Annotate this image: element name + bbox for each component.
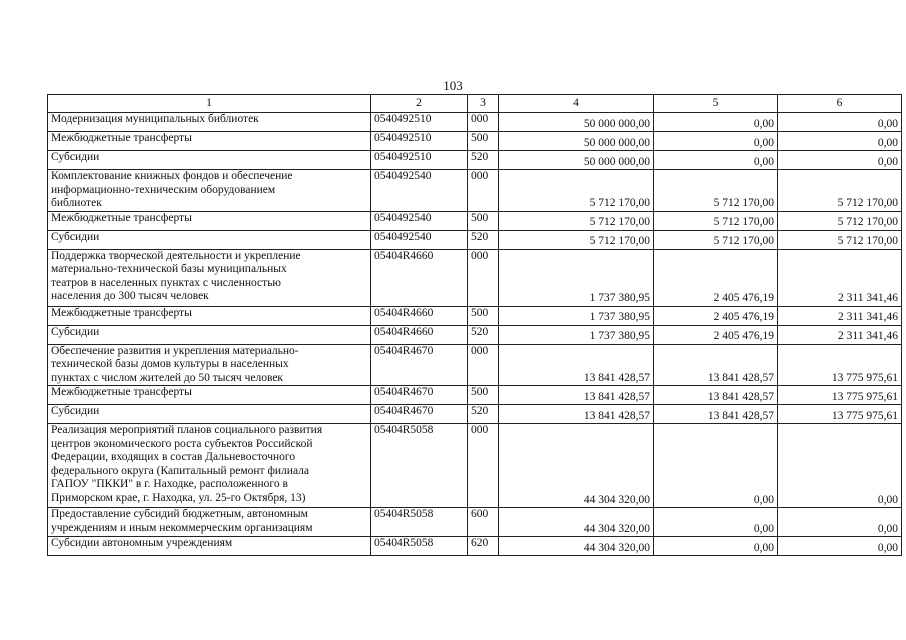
row-name-cell: Субсидии автономным учреждениям [48,537,371,556]
row-type-cell: 520 [468,230,499,249]
row-value-2-cell: 0,00 [654,132,778,151]
table-row [48,132,902,151]
header-row [48,95,902,113]
row-value-1-cell: 44 304 320,00 [499,537,654,556]
row-value-1-cell: 1 737 380,95 [499,325,654,344]
page-number: 103 [443,78,463,93]
row-value-2-cell: 0,00 [654,113,778,132]
row-type-cell: 500 [468,306,499,325]
row-value-2-cell: 13 841 428,57 [654,386,778,405]
row-type-cell: 520 [468,405,499,424]
row-value-2-cell: 13 841 428,57 [654,405,778,424]
row-code-cell: 05404R5058 [371,537,468,556]
table-row [48,424,902,508]
row-name-cell: Субсидии [48,405,371,424]
row-name-cell: Субсидии [48,230,371,249]
row-value-2-cell: 0,00 [654,508,778,537]
row-value-3-cell: 13 775 975,61 [778,344,902,386]
row-value-3-cell: 0,00 [778,537,902,556]
row-value-3-cell: 2 311 341,46 [778,306,902,325]
table-row [48,386,902,405]
row-value-2-cell: 5 712 170,00 [654,170,778,212]
row-value-2-cell: 5 712 170,00 [654,230,778,249]
budget-table [47,94,902,556]
table-row [48,537,902,556]
row-name-cell: Субсидии [48,325,371,344]
row-code-cell: 05404R4670 [371,386,468,405]
row-value-2-cell: 5 712 170,00 [654,211,778,230]
table-row [48,325,902,344]
row-value-1-cell: 5 712 170,00 [499,230,654,249]
row-code-cell: 05404R5058 [371,424,468,508]
row-code-cell: 05404R5058 [371,508,468,537]
row-name-cell: Межбюджетные трансферты [48,386,371,405]
row-code-cell: 0540492540 [371,211,468,230]
table-row [48,405,902,424]
row-type-cell: 520 [468,151,499,170]
header-col-5: 5 [654,95,778,113]
row-value-2-cell: 0,00 [654,151,778,170]
row-name-cell: Реализация мероприятий планов социального развития центров экономического роста субъектов Российской Федерации, входящих в состав Дальневосточного федерального округа (Капитальный ремонт филиала ГАПОУ "ПККИ" в г. Находке, расположенного в Приморском крае, г. Находка, ул. 25-го Октября, 13) [48,424,371,508]
row-name-cell: Субсидии [48,151,371,170]
row-value-3-cell: 5 712 170,00 [778,170,902,212]
row-name-cell: Обеспечение развития и укрепления материально- технической базы домов культуры в населенных пунктах с числом жителей до 50 тысяч человек [48,344,371,386]
row-value-1-cell: 1 737 380,95 [499,306,654,325]
row-value-2-cell: 2 405 476,19 [654,325,778,344]
row-value-3-cell: 0,00 [778,424,902,508]
row-value-3-cell: 0,00 [778,151,902,170]
row-value-3-cell: 13 775 975,61 [778,405,902,424]
row-value-3-cell: 0,00 [778,132,902,151]
row-value-1-cell: 44 304 320,00 [499,424,654,508]
row-code-cell: 05404R4660 [371,325,468,344]
row-code-cell: 0540492540 [371,230,468,249]
row-type-cell: 620 [468,537,499,556]
row-value-2-cell: 2 405 476,19 [654,249,778,306]
row-value-3-cell: 2 311 341,46 [778,325,902,344]
row-type-cell: 000 [468,424,499,508]
row-value-3-cell: 2 311 341,46 [778,249,902,306]
row-code-cell: 05404R4660 [371,306,468,325]
row-value-2-cell: 2 405 476,19 [654,306,778,325]
table-row [48,508,902,537]
row-value-1-cell: 50 000 000,00 [499,151,654,170]
row-type-cell: 000 [468,249,499,306]
row-value-3-cell: 5 712 170,00 [778,211,902,230]
row-type-cell: 500 [468,211,499,230]
table-row [48,151,902,170]
header-col-3: 3 [468,95,499,113]
row-value-1-cell: 5 712 170,00 [499,211,654,230]
row-value-1-cell: 1 737 380,95 [499,249,654,306]
row-type-cell: 000 [468,344,499,386]
header-col-2: 2 [371,95,468,113]
header-col-1: 1 [48,95,371,113]
row-value-1-cell: 13 841 428,57 [499,386,654,405]
row-value-3-cell: 0,00 [778,113,902,132]
row-value-2-cell: 13 841 428,57 [654,344,778,386]
row-type-cell: 520 [468,325,499,344]
table-row [48,344,902,386]
row-value-2-cell: 0,00 [654,424,778,508]
table-row [48,170,902,212]
row-name-cell: Межбюджетные трансферты [48,306,371,325]
row-code-cell: 05404R4670 [371,344,468,386]
row-name-cell: Предоставление субсидий бюджетным, автономным учреждениям и иным некоммерческим организациям [48,508,371,537]
row-name-cell: Межбюджетные трансферты [48,211,371,230]
row-value-1-cell: 44 304 320,00 [499,508,654,537]
row-code-cell: 0540492510 [371,113,468,132]
row-code-cell: 05404R4670 [371,405,468,424]
row-value-3-cell: 5 712 170,00 [778,230,902,249]
row-name-cell: Комплектование книжных фондов и обеспечение информационно-техническим оборудованием библиотек [48,170,371,212]
header-col-4: 4 [499,95,654,113]
row-value-1-cell: 13 841 428,57 [499,405,654,424]
row-name-cell: Межбюджетные трансферты [48,132,371,151]
row-type-cell: 600 [468,508,499,537]
row-value-3-cell: 0,00 [778,508,902,537]
table-row [48,249,902,306]
table-row [48,113,902,132]
row-code-cell: 0540492540 [371,170,468,212]
row-type-cell: 500 [468,386,499,405]
row-type-cell: 000 [468,113,499,132]
row-code-cell: 05404R4660 [371,249,468,306]
row-value-1-cell: 50 000 000,00 [499,113,654,132]
row-type-cell: 000 [468,170,499,212]
row-value-1-cell: 13 841 428,57 [499,344,654,386]
row-code-cell: 0540492510 [371,132,468,151]
row-value-3-cell: 13 775 975,61 [778,386,902,405]
row-type-cell: 500 [468,132,499,151]
row-value-1-cell: 5 712 170,00 [499,170,654,212]
table-row [48,230,902,249]
table-row [48,306,902,325]
row-value-1-cell: 50 000 000,00 [499,132,654,151]
row-code-cell: 0540492510 [371,151,468,170]
row-value-2-cell: 0,00 [654,537,778,556]
row-name-cell: Модернизация муниципальных библиотек [48,113,371,132]
row-name-cell: Поддержка творческой деятельности и укрепление материально-технической базы муниципальных театров в населенных пунктах с численностью населения до 300 тысяч человек [48,249,371,306]
table-row [48,211,902,230]
header-col-6: 6 [778,95,902,113]
